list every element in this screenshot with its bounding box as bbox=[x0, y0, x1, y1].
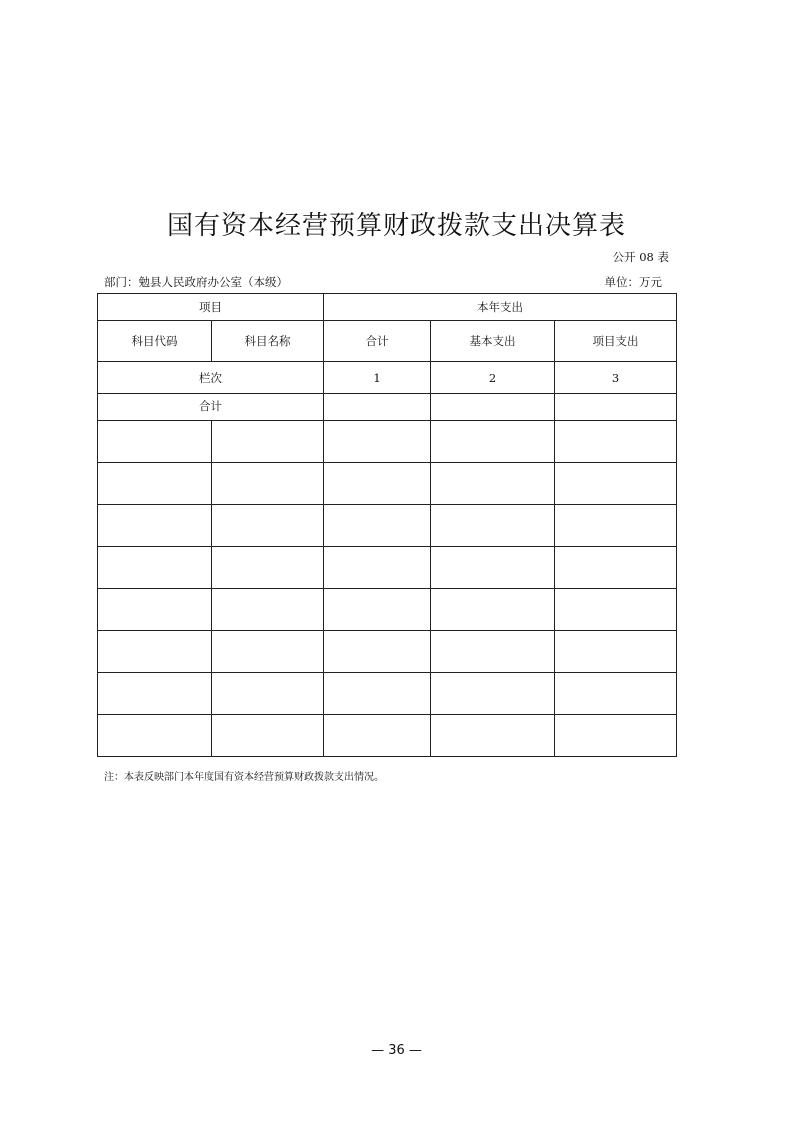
table-cell bbox=[98, 715, 212, 757]
table-row bbox=[98, 505, 677, 547]
table-cell bbox=[324, 673, 431, 715]
table-cell bbox=[431, 631, 555, 673]
column-index-1: 1 bbox=[324, 362, 431, 394]
table-cell bbox=[212, 631, 324, 673]
table-cell bbox=[324, 505, 431, 547]
table-cell bbox=[324, 589, 431, 631]
department-label: 部门：勉县人民政府办公室（本级） bbox=[104, 275, 288, 289]
table-cell bbox=[98, 631, 212, 673]
unit-label: 单位：万元 bbox=[604, 275, 662, 289]
col-total: 合计 bbox=[324, 321, 431, 362]
table-cell bbox=[555, 547, 677, 589]
col-basic: 基本支出 bbox=[431, 321, 555, 362]
table-cell bbox=[555, 394, 677, 421]
table-cell bbox=[324, 463, 431, 505]
table-row bbox=[98, 547, 677, 589]
column-index-row bbox=[98, 362, 677, 394]
header-current-year: 本年支出 bbox=[324, 294, 677, 321]
table-cell bbox=[324, 547, 431, 589]
col-project: 项目支出 bbox=[555, 321, 677, 362]
col-subject-code: 科目代码 bbox=[98, 321, 212, 362]
table-row bbox=[98, 463, 677, 505]
table-cell bbox=[324, 631, 431, 673]
table-cell bbox=[431, 547, 555, 589]
table-cell bbox=[98, 547, 212, 589]
table-cell bbox=[212, 547, 324, 589]
table-cell bbox=[98, 505, 212, 547]
table-cell bbox=[324, 715, 431, 757]
header-item: 项目 bbox=[98, 294, 324, 321]
table-subheader-row bbox=[98, 321, 677, 362]
table-row bbox=[98, 631, 677, 673]
table-cell bbox=[212, 421, 324, 463]
table-cell bbox=[431, 505, 555, 547]
table-header-row bbox=[98, 294, 677, 321]
table-row bbox=[98, 589, 677, 631]
table-cell bbox=[431, 715, 555, 757]
table-cell bbox=[98, 673, 212, 715]
total-label: 合计 bbox=[98, 394, 324, 421]
col-subject-name: 科目名称 bbox=[212, 321, 324, 362]
table-row bbox=[98, 715, 677, 757]
table-cell bbox=[98, 421, 212, 463]
table-cell bbox=[555, 673, 677, 715]
table-cell bbox=[555, 421, 677, 463]
table-cell bbox=[212, 589, 324, 631]
table-cell bbox=[555, 463, 677, 505]
table-cell bbox=[98, 463, 212, 505]
table-cell bbox=[212, 673, 324, 715]
total-row bbox=[98, 394, 677, 421]
column-index-2: 2 bbox=[431, 362, 555, 394]
table-cell bbox=[555, 715, 677, 757]
table-cell bbox=[431, 421, 555, 463]
page-number: — 36 — bbox=[371, 1043, 422, 1058]
table-cell bbox=[431, 394, 555, 421]
table-cell bbox=[431, 463, 555, 505]
column-index-3: 3 bbox=[555, 362, 677, 394]
table-row bbox=[98, 421, 677, 463]
table-cell bbox=[212, 715, 324, 757]
table-cell bbox=[555, 589, 677, 631]
column-index-label: 栏次 bbox=[98, 362, 324, 394]
page-title: 国有资本经营预算财政拨款支出决算表 bbox=[166, 211, 626, 241]
table-cell bbox=[431, 673, 555, 715]
table-cell bbox=[555, 505, 677, 547]
form-code: 公开 08 表 bbox=[612, 250, 669, 264]
expenditure-table bbox=[97, 293, 677, 757]
table-cell bbox=[212, 505, 324, 547]
table-row bbox=[98, 673, 677, 715]
table-cell bbox=[431, 589, 555, 631]
table-cell bbox=[98, 589, 212, 631]
table-cell bbox=[212, 463, 324, 505]
table-cell bbox=[324, 394, 431, 421]
table-cell bbox=[555, 631, 677, 673]
table-cell bbox=[324, 421, 431, 463]
table-note: 注：本表反映部门本年度国有资本经营预算财政拨款支出情况。 bbox=[104, 772, 384, 783]
